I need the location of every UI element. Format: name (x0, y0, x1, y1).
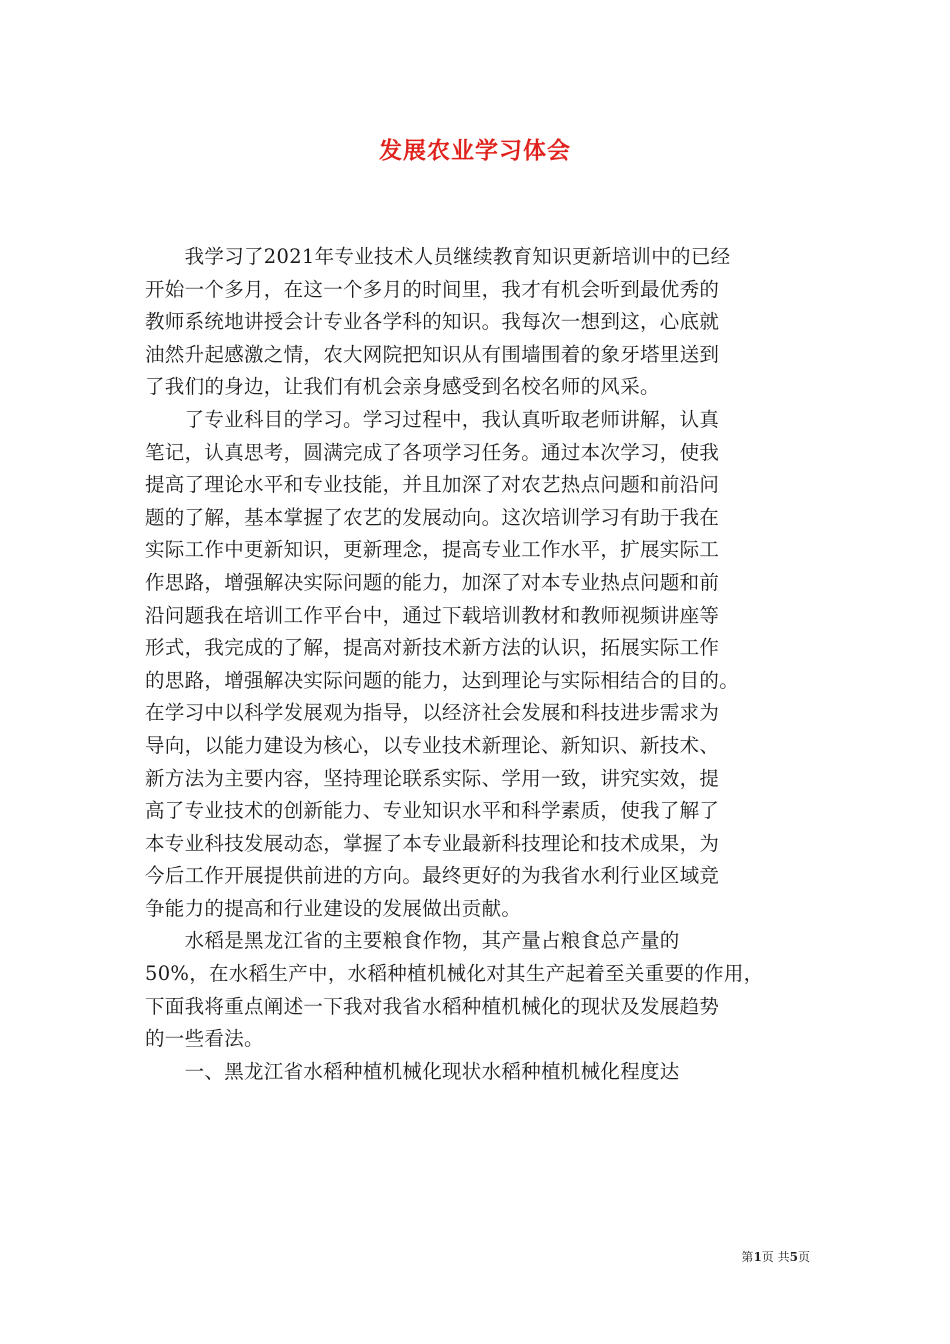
footer-middle: 页 共 (761, 1250, 790, 1264)
body-line: 题的了解，基本掌握了农艺的发展动向。这次培训学习有助于我在 (145, 505, 720, 529)
body-line: 50%，在水稻生产中，水稻种植机械化对其生产起着至关重要的作用， (145, 962, 764, 986)
body-line: 油然升起感激之情，农大网院把知识从有围墙围着的象牙塔里送到 (145, 342, 720, 366)
body-line: 的思路，增强解决实际问题的能力，达到理论与实际相结合的目的。 (145, 668, 740, 692)
body-line: 我学习了2021年专业技术人员继续教育知识更新培训中的已经 (145, 245, 731, 268)
body-line: 导向，以能力建设为核心，以专业技术新理论、新知识、新技术、 (145, 733, 720, 757)
body-line: 的一些看法。 (145, 1027, 264, 1051)
body-line: 高了专业技术的创新能力、专业知识水平和科学素质，使我了解了 (145, 799, 720, 823)
body-line: 笔记，认真思考，圆满完成了各项学习任务。通过本次学习，使我 (145, 440, 720, 464)
body-line: 一、黑龙江省水稻种植机械化现状水稻种植机械化程度达 (145, 1059, 680, 1083)
body-line: 了我们的身边，让我们有机会亲身感受到名校名师的风采。 (145, 375, 660, 399)
document-title: 发展农业学习体会 (379, 137, 571, 164)
body-line: 形式，我完成的了解，提高对新技术新方法的认识，拓展实际工作 (145, 636, 720, 660)
body-line: 实际工作中更新知识，更新理念，提高专业工作水平，扩展实际工 (145, 538, 720, 562)
footer-prefix: 第 (741, 1250, 754, 1264)
body-line: 争能力的提高和行业建设的发展做出贡献。 (145, 896, 522, 920)
body-line: 今后工作开展提供前进的方向。最终更好的为我省水利行业区域竞 (145, 864, 720, 888)
body-line: 本专业科技发展动态，掌握了本专业最新科技理论和技术成果，为 (145, 831, 720, 855)
body-line: 新方法为主要内容，坚持理论联系实际、学用一致，讲究实效，提 (145, 766, 720, 790)
page-footer (700, 1248, 810, 1265)
body-line: 教师系统地讲授会计专业各学科的知识。我每次一想到这，心底就 (145, 310, 720, 334)
body-line: 水稻是黑龙江省的主要粮食作物，其产量占粮食总产量的 (145, 929, 680, 953)
body-line: 了专业科目的学习。学习过程中，我认真听取老师讲解，认真 (145, 407, 720, 431)
body-line: 作思路，增强解决实际问题的能力，加深了对本专业热点问题和前 (145, 570, 720, 594)
body-line: 提高了理论水平和专业技能，并且加深了对农艺热点问题和前沿问 (145, 473, 720, 497)
body-line: 沿问题我在培训工作平台中，通过下载培训教材和教师视频讲座等 (145, 603, 720, 627)
footer-total-pages: 5 (789, 1250, 798, 1264)
footer-suffix: 页 (797, 1250, 810, 1264)
footer-page-number: 1 (753, 1250, 762, 1264)
body-line: 下面我将重点阐述一下我对我省水稻种植机械化的现状及发展趋势 (145, 994, 720, 1018)
body-line: 在学习中以科学发展观为指导，以经济社会发展和科技进步需求为 (145, 701, 720, 725)
document-body (145, 241, 815, 1088)
body-line: 开始一个多月，在这一个多月的时间里，我才有机会听到最优秀的 (145, 277, 720, 301)
